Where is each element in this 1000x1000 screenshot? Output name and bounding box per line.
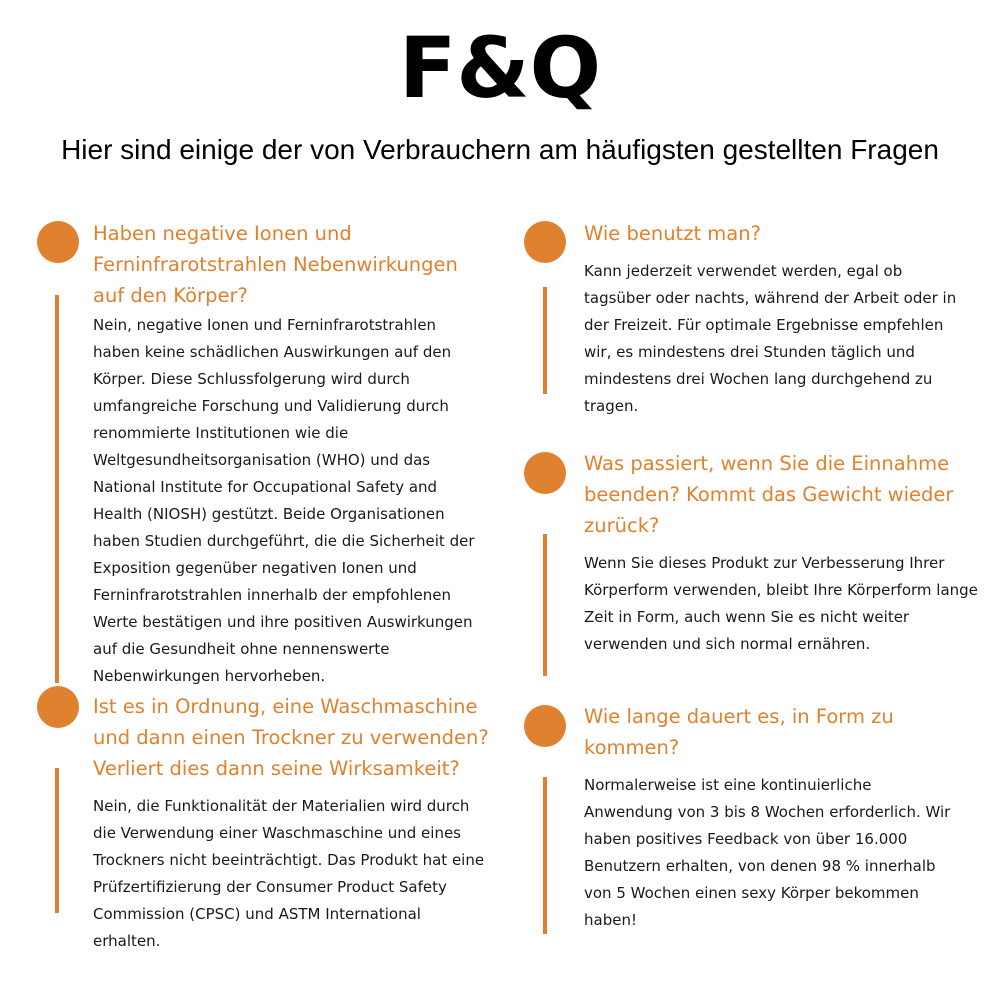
page-subtitle: Hier sind einige der von Verbrauchern am häufigsten gestellten Fragen [61, 134, 939, 165]
faq-question: Haben negative Ionen und Ferninfrarotstrahlen Nebenwirkungen auf den Körper? [93, 222, 458, 307]
faq-answer: Kann jederzeit verwendet werden, egal ob tagsüber oder nachts, während der Arbeit oder in der Freizeit. Für optimale Ergebnisse empfehlen wir, es mindestens drei Stunden täglich und mindestens drei Wochen lang durchgehend zu tragen. [584, 262, 957, 415]
faq-question: Was passiert, wenn Sie die Einnahme beenden? Kommt das Gewicht wieder zurück? [584, 452, 954, 537]
faq-question: Wie benutzt man? [584, 222, 761, 245]
bullet-circle-icon [524, 221, 566, 263]
faq-answer: Wenn Sie dieses Produkt zur Verbesserung Ihrer Körperform verwenden, bleibt Ihre Körperform lange Zeit in Form, auch wenn Sie es nicht weiter verwenden und sich normal ernähren. [584, 554, 978, 653]
page-title: F&Q [398, 19, 602, 117]
faq-question: Ist es in Ordnung, eine Waschmaschine und dann einen Trockner zu verwenden? Verliert dies dann seine Wirksamkeit? [93, 695, 489, 780]
accent-bar [543, 777, 547, 934]
accent-bar [55, 768, 59, 913]
faq-question: Wie lange dauert es, in Form zu kommen? [584, 705, 894, 759]
accent-bar [55, 295, 59, 683]
faq-answer: Nein, negative Ionen und Ferninfrarotstrahlen haben keine schädlichen Auswirkungen auf den Körper. Diese Schlussfolgerung wird durch umfangreiche Forschung und Validierung durch renommierte Institutionen wie die Weltgesundheitsorganisation (WHO) und das National Institute for Occupational Safety and Health (NIOSH) gestützt. Beide Organisationen haben Studien durchgeführt, die die Sicherheit der Exposition gegenüber negativen Ionen und Ferninfrarotstrahlen innerhalb der empfohlenen Werte bestätigen und ihre positiven Auswirkungen auf die Gesundheit ohne nennenswerte Nebenwirkungen hervorheben. [93, 316, 475, 685]
accent-bar [543, 534, 547, 676]
bullet-circle-icon [524, 705, 566, 747]
faq-answer: Normalerweise ist eine kontinuierliche Anwendung von 3 bis 8 Wochen erforderlich. Wir haben positives Feedback von über 16.000 Benutzern erhalten, von denen 98 % innerhalb von 5 Wochen einen sexy Körper bekommen haben! [584, 776, 951, 929]
faq-answer: Nein, die Funktionalität der Materialien wird durch die Verwendung einer Waschmaschine und eines Trockners nicht beeinträchtigt. Das Produkt hat eine Prüfzertifizierung der Consumer Product Safety Commission (CPSC) und ASTM International erhalten. [93, 797, 485, 950]
bullet-circle-icon [524, 452, 566, 494]
accent-bar [543, 287, 547, 394]
bullet-circle-icon [37, 221, 79, 263]
bullet-circle-icon [37, 686, 79, 728]
